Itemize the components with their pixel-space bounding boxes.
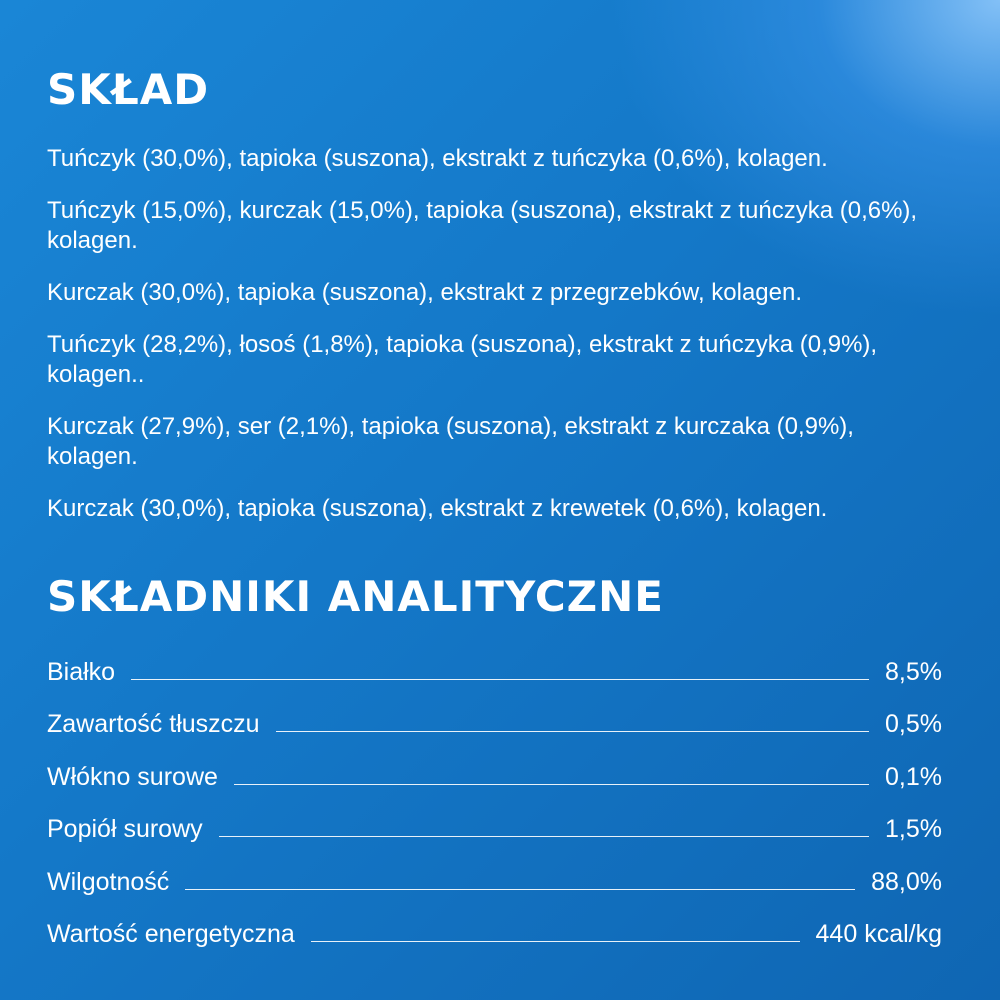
ingredient-item: Kurczak (27,9%), ser (2,1%), tapioka (suszona), ekstrakt z kurczaka (0,9%), kolagen. — [47, 413, 854, 470]
leader-line — [131, 679, 869, 680]
analytics-label: Popiół surowy — [47, 815, 203, 843]
ingredient-item: Tuńczyk (30,0%), tapioka (suszona), ekstrakt z tuńczyka (0,6%), kolagen. — [47, 145, 828, 172]
analytics-label: Wartość energetyczna — [47, 920, 295, 948]
ingredient-item: Tuńczyk (28,2%), łosoś (1,8%), tapioka (suszona), ekstrakt z tuńczyka (0,9%), kolagen.. — [47, 331, 878, 388]
analytics-label: Zawartość tłuszczu — [47, 710, 260, 738]
analytics-label: Włókno surowe — [47, 762, 218, 791]
analytics-label: Wilgotność — [47, 867, 170, 896]
analytics-value: 0,5% — [885, 710, 942, 738]
analytics-row — [47, 701, 942, 754]
ingredients-heading: SKŁAD — [47, 65, 210, 114]
ingredient-item: Kurczak (30,0%), tapioka (suszona), ekstrakt z przegrzebków, kolagen. — [47, 279, 803, 306]
ingredient-item: Tuńczyk (15,0%), kurczak (15,0%), tapioka (suszona), ekstrakt z tuńczyka (0,6%), kolagen. — [47, 197, 918, 254]
analytics-table — [47, 648, 942, 963]
analytics-row — [47, 806, 942, 859]
analytics-row — [47, 911, 942, 964]
ingredients-list — [47, 144, 947, 546]
analytics-row — [47, 753, 942, 806]
leader-line — [219, 836, 869, 837]
analytics-value: 0,1% — [885, 762, 942, 791]
ingredient-item: Kurczak (30,0%), tapioka (suszona), ekstrakt z krewetek (0,6%), kolagen. — [47, 495, 828, 522]
leader-line — [234, 784, 869, 785]
analytics-label: Białko — [47, 657, 116, 686]
analytics-value: 1,5% — [885, 815, 942, 843]
leader-line — [185, 889, 855, 890]
analytics-row — [47, 858, 942, 911]
leader-line — [276, 731, 869, 732]
analytics-row — [47, 648, 942, 701]
analytics-value: 440 kcal/kg — [815, 920, 942, 948]
analytics-value: 88,0% — [871, 867, 942, 896]
leader-line — [311, 941, 800, 942]
analytics-heading: SKŁADNIKI ANALITYCZNE — [47, 572, 664, 621]
analytics-value: 8,5% — [885, 657, 942, 686]
